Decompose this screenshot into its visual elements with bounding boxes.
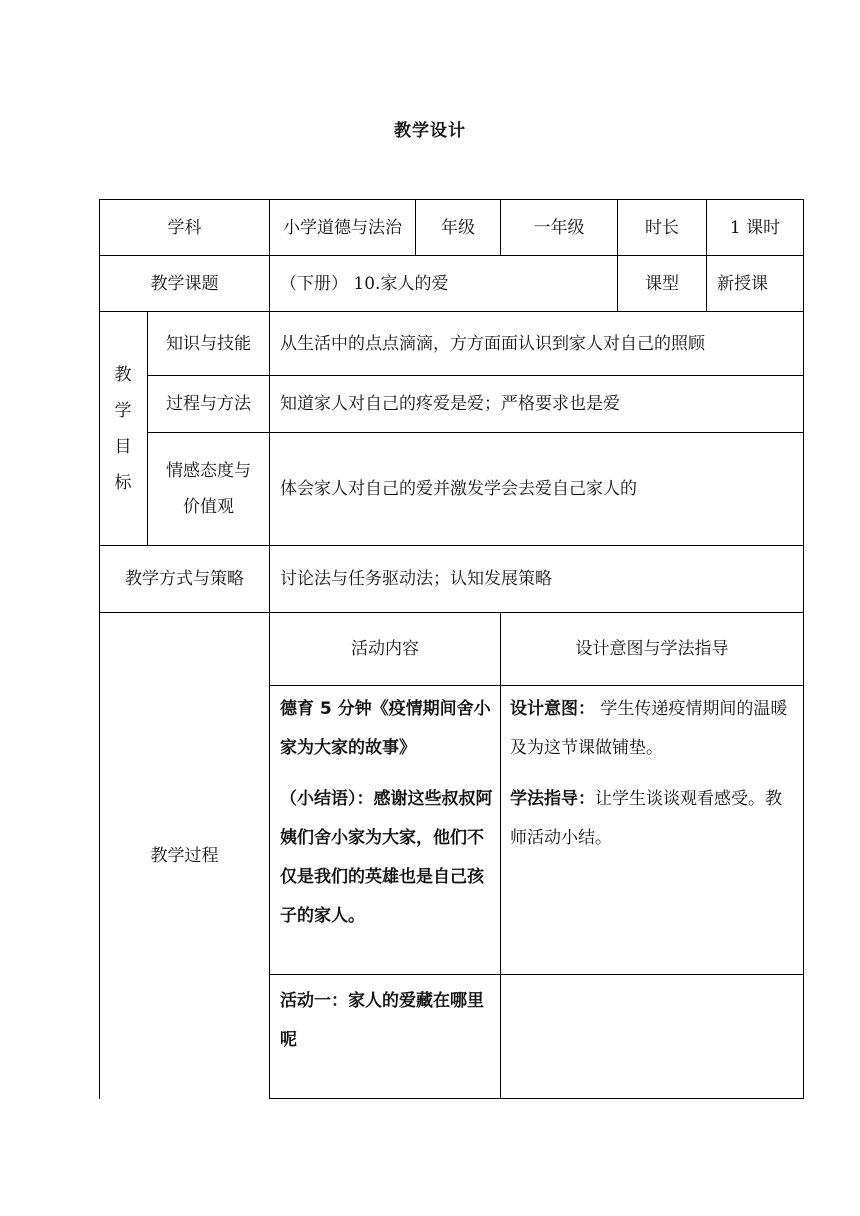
col-activity-header: 活动内容 [351, 639, 419, 659]
design-cell [510, 690, 798, 858]
rule [269, 685, 804, 686]
goals-label: 教 学 目 标 [114, 365, 132, 493]
type-value: 新授课 [717, 273, 768, 294]
learning-guide-label: 学法指导： [510, 789, 595, 809]
methods-label: 教学方式与策略 [125, 569, 244, 589]
goal-knowledge-value: 从生活中的点点滴滴，方方面面认识到家人对自己的照顾 [280, 333, 705, 354]
type-label: 课型 [645, 273, 679, 294]
duration-label: 时长 [645, 217, 679, 238]
subject-value: 小学道德与法治 [283, 217, 402, 238]
methods-value: 讨论法与任务驱动法；认知发展策略 [280, 569, 552, 589]
page-title: 教学设计 [394, 121, 466, 141]
design-intent-text: 学生传递疫情期间的温暖及为这节课做铺垫。 [510, 699, 788, 758]
grade-label: 年级 [441, 217, 475, 238]
rule [803, 199, 804, 1099]
goal-attitude-value: 体会家人对自己的爱并激发学会去爱自己家人的 [280, 479, 637, 499]
duration-value: 1 课时 [729, 217, 781, 238]
topic-value: （下册） 10.家人的爱 [280, 273, 449, 294]
rule [500, 612, 501, 1099]
activity-2-title: 活动一：家人的爱藏在哪里呢 [280, 991, 484, 1050]
grade-value: 一年级 [533, 217, 585, 238]
goal-attitude-label: 情感态度与价值观 [166, 461, 251, 517]
learning-guide [510, 780, 798, 858]
col-design-header: 设计意图与学法指导 [575, 639, 729, 659]
subject-label: 学科 [167, 217, 202, 238]
design-intent [510, 690, 798, 768]
activity-1-title: 德育 5 分钟《疫情期间舍小家为大家的故事》 [280, 699, 491, 758]
goal-process-label: 过程与方法 [166, 394, 251, 414]
topic-label: 教学课题 [150, 273, 219, 294]
rule [269, 974, 804, 975]
activity-1-cell [280, 690, 494, 936]
process-label: 教学过程 [150, 846, 219, 866]
goal-knowledge-label: 知识与技能 [166, 333, 251, 354]
learning-guide-text: 让学生谈谈观看感受。教师活动小结。 [510, 789, 782, 848]
activity-1-summary: （小结语）：感谢这些叔叔阿姨们舍小家为大家，他们不仅是我们的英雄也是自己孩子的家人。 [280, 789, 493, 926]
activity-2-cell [280, 982, 494, 1060]
rule [269, 1098, 804, 1099]
design-intent-label: 设计意图： [510, 699, 595, 719]
goal-process-value: 知道家人对自己的疼爱是爱；严格要求也是爱 [280, 394, 620, 414]
